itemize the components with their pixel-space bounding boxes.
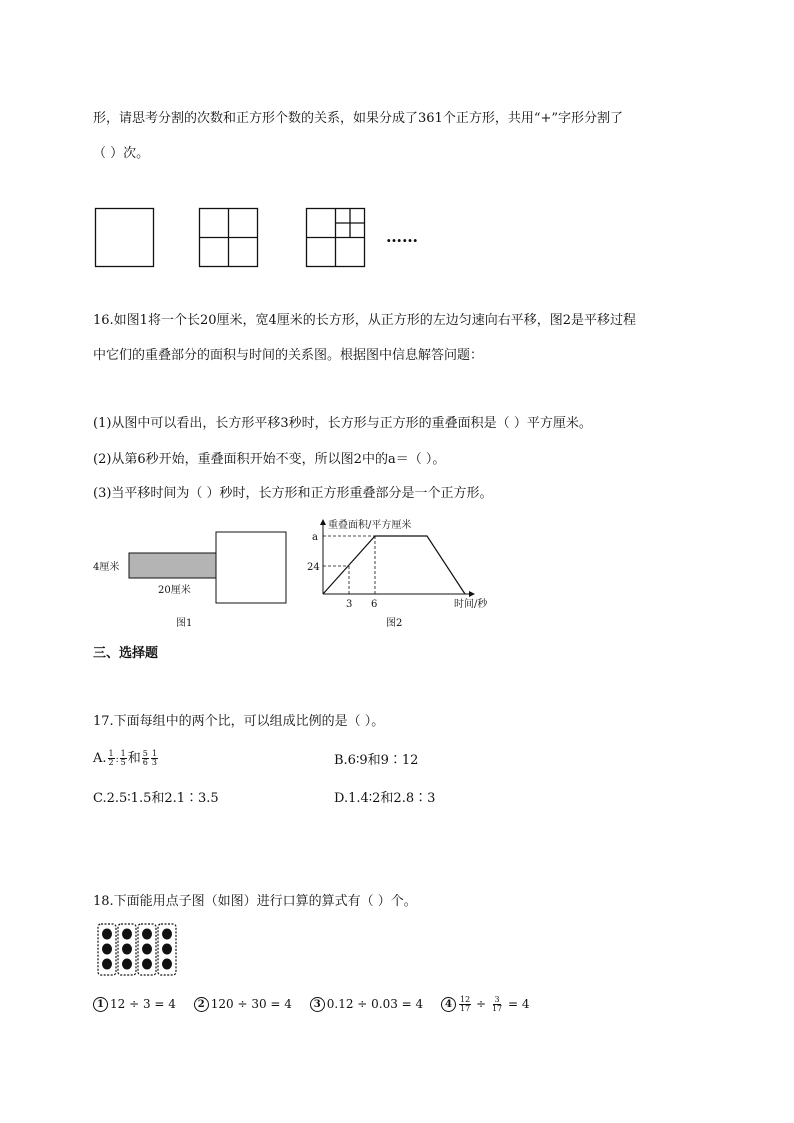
q15-squares-figure	[94, 206, 444, 270]
fig2-tick-3: 3	[346, 599, 353, 610]
q17-stem: 17.下面每组中的两个比，可以组成比例的是（ ）。	[93, 714, 385, 729]
fig2-caption: 图2	[386, 618, 403, 629]
dot-group-3	[138, 924, 156, 975]
fig2-tick-24: 24	[307, 562, 320, 573]
fig1-length-label: 20厘米	[158, 585, 191, 596]
q18-option-2: 2 120 ÷ 30 = 4	[194, 997, 292, 1011]
circled-number-3: 3	[310, 997, 325, 1012]
q16-figure-2	[300, 515, 520, 635]
q16-sub2: (2)从第6秒开始，重叠面积开始不变，所以图2中的a＝（ ）。	[93, 452, 446, 467]
q18-stem: 18.下面能用点子图（如图）进行口算的算式有（ ）个。	[93, 894, 417, 909]
square-1	[96, 209, 154, 267]
q16-text-line2: 中它们的重叠部分的面积与时间的关系图。根据图中信息解答问题：	[93, 348, 484, 363]
q15-text-line2: （ ）次。	[93, 146, 150, 161]
q16-sub1: (1)从图中可以看出，长方形平移3秒时，长方形与正方形的重叠面积是（ ）平方厘米。	[93, 416, 592, 431]
fig2-area-line	[323, 536, 465, 594]
q18-option-3: 3 0.12 ÷ 0.03 = 4	[310, 997, 423, 1011]
circled-number-4: 4	[441, 997, 456, 1012]
fig2-tick-6: 6	[371, 599, 378, 610]
dot-group-4	[158, 924, 176, 975]
dot-group-1	[98, 924, 116, 975]
square-2	[200, 209, 258, 267]
q18-dot-diagram	[96, 922, 180, 978]
fig1-caption: 图1	[176, 618, 193, 629]
q18-4-fraction-2: $\frac{3}{17}$	[491, 995, 503, 1013]
fig1-width-label: 4厘米	[93, 562, 120, 573]
q18-option-1: 1 12 ÷ 3 = 4	[93, 997, 176, 1011]
q15-text-line1: 形，请思考分割的次数和正方形个数的关系，如果分成了361个正方形，共用“+”字形分割了	[93, 111, 623, 126]
q17-a-fraction-4: $\frac{1}{3}$	[151, 749, 157, 767]
fig2-y-axis-label: 重叠面积/平方厘米	[328, 520, 412, 531]
section-3-title: 三、选择题	[93, 646, 159, 661]
q17-a-fraction-1: $\frac{1}{2}$	[108, 749, 114, 767]
q17-option-c: C.2.5∶1.5和2.1∶3.5	[93, 791, 219, 806]
q17-option-a: A. $\frac{1}{2}$ : $\frac{1}{5}$ 和 $\frac{5}{6}$ $\frac{1}{3}$	[93, 749, 157, 767]
circled-number-1: 1	[93, 997, 108, 1012]
q15-ellipsis: ……	[386, 227, 418, 246]
q17-a-fraction-3: $\frac{5}{6}$	[142, 749, 148, 767]
fig2-x-axis-label: 时间/秒	[454, 599, 488, 610]
fig1-square	[216, 532, 286, 603]
fig2-tick-a: a	[312, 532, 318, 543]
square-3	[307, 209, 365, 267]
q18-options	[93, 995, 543, 1013]
q18-4-fraction-1: $\frac{12}{17}$	[460, 995, 471, 1013]
q17-option-a-prefix: A.	[93, 751, 107, 766]
q17-option-b: B.6∶9和9∶12	[334, 753, 419, 768]
q16-figure-1	[90, 525, 290, 635]
dot-group-2	[118, 924, 136, 975]
q17-option-d: D.1.4∶2和2.8∶3	[334, 791, 436, 806]
q16-text-line1: 16.如图1将一个长20厘米，宽4厘米的长方形，从正方形的左边匀速向右平移，图2是平移过程	[93, 313, 637, 328]
fig1-rectangle	[129, 553, 217, 578]
q18-option-4: 4 $\frac{12}{17}$ ÷ $\frac{3}{17}$ = 4	[441, 997, 529, 1011]
circled-number-2: 2	[194, 997, 209, 1012]
q17-a-fraction-2: $\frac{1}{5}$	[120, 749, 126, 767]
q16-sub3: (3)当平移时间为（ ）秒时，长方形和正方形重叠部分是一个正方形。	[93, 486, 493, 501]
